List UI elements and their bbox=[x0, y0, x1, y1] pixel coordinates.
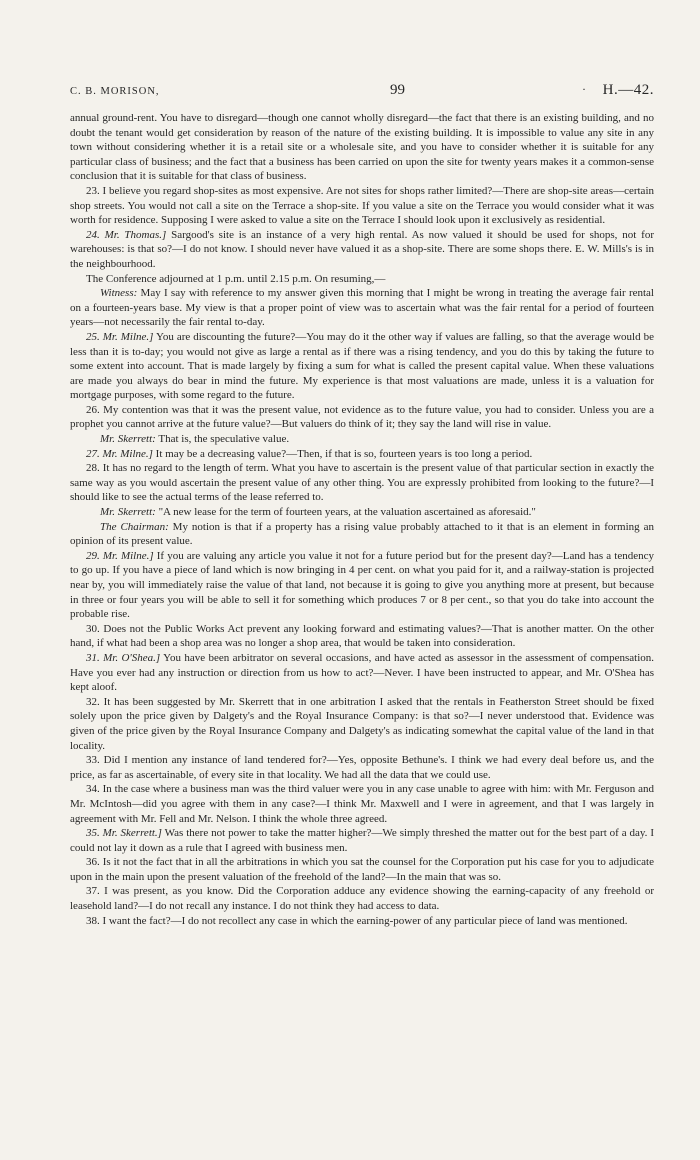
paragraph-text: You are discounting the future?—You may do it the other way if values are falling, so that the average would be less than it is to-day; you would not give as large a rental as if there was a rising tendency, and you do this by taking the future to some extent into account. That is made largely by fixing a sum for what is called the present capital value. When these valuations are made you always do bear in mind the future. My experience is that most valuations are made, unless it is a valuation for mortgage purposes, with some regard to the future. bbox=[70, 330, 654, 402]
speaker-label: Witness: bbox=[100, 287, 138, 300]
paragraph-text: It may be a decreasing value?—Then, if that is so, fourteen years is too long a period. bbox=[152, 447, 533, 460]
page-number: 99 bbox=[390, 82, 405, 98]
paragraph bbox=[70, 914, 654, 929]
paragraph-text: annual ground-rent. You have to disregard—though one cannot wholly disregard—the fact that there is an existing building, and no doubt the tenant would get consideration by reason of the nature of the existing building. It is impossible to value any site in any town without considering whether it is a retail site or a wholesale site, and you have to consider whether it is suitable for any particular class of business; and the fact that a business has been carried on upon the site for twenty years makes it a common-sense conclusion that it is suitable for that class of business. bbox=[70, 112, 654, 183]
paragraph bbox=[70, 520, 654, 549]
paragraph-text: 28. It has no regard to the length of term. What you have to ascertain is the present value of that particular section in exactly the same way as you would ascertain the present value of any other thing. You are expressly prohibited from looking to the future?—I should like to see the actual terms of the lease referred to. bbox=[70, 462, 654, 504]
paragraph-text: That is, the speculative value. bbox=[155, 433, 290, 446]
document-body bbox=[70, 111, 654, 928]
header-separator: · bbox=[582, 82, 586, 96]
paragraph-text: May I say with reference to my answer given this morning that I might be wrong in treating the average fair rental on a fourteen-years base. My view is that a proper point of view was to ascertain what was the fair rental for a period of fourteen years—not necessarily the fair rental to-day. bbox=[70, 287, 654, 329]
paragraph-text: 30. Does not the Public Works Act prevent any looking forward and estimating values?—That is another matter. On the other hand, if what had been a shop area was no longer a shop area, that would be taken into consideration. bbox=[70, 622, 654, 650]
paragraph-text: If you are valuing any article you value it not for a future period but for the present day?—Land has a tendency to go up. If you have a piece of land which is now bringing in 4 per cent. on what you paid for it, and a railway-station is projected near by, you will immediately raise the value of that land, not because it is going to give you anything more at present, but because in three or four years you will be able to sell it for something which produces 7 or 8 per cent., so that you do take into account the probable rise. bbox=[70, 549, 654, 621]
speaker-label: 24. Mr. Thomas.] bbox=[86, 228, 167, 241]
paragraph bbox=[70, 622, 654, 651]
speaker-label: 25. Mr. Milne.] bbox=[86, 330, 154, 343]
paragraph-text: Was there not power to take the matter higher?—We simply threshed the matter out for the best part of a day. I could not lay it down as a rule that I agreed with business men. bbox=[70, 827, 654, 854]
paragraph bbox=[70, 826, 654, 855]
speaker-label: 29. Mr. Milne.] bbox=[86, 549, 154, 562]
paragraph-text: You have been arbitrator on several occasions, and have acted as assessor in the assessment of compensation. Have you ever had any instruction or direction from us how to act?—Never. I have been instructed to appear, and Mr. O'Shea has kept aloof. bbox=[70, 651, 655, 694]
paragraph bbox=[70, 111, 654, 184]
paragraph-text: My notion is that if a property has a rising value probably attached to it that is an element in forming an opinion of its present value. bbox=[70, 520, 654, 548]
paragraph bbox=[70, 228, 654, 272]
paragraph-text: The Conference adjourned at 1 p.m. until 2.15 p.m. On resuming,— bbox=[86, 272, 386, 285]
paragraph bbox=[70, 403, 654, 432]
page-header bbox=[70, 82, 654, 104]
paragraph bbox=[70, 695, 654, 753]
paragraph-text: 32. It has been suggested by Mr. Skerrett that in one arbitration I asked that the rentals in Featherston Street should be fixed solely upon the price given by Dalgety's and the Royal Insurance Company: is that so?—I never understood that. Evidence was given of the price given by the Royal Insurance Company and Dalgety's as indicating somewhat the capital value of the land in that locality. bbox=[70, 695, 654, 752]
paragraph-text: 33. Did I mention any instance of land tendered for?—Yes, opposite Bethune's. I think we had every deal before us, and the price, as far as ascertainable, of every site in that locality. We had all the data that we could use. bbox=[70, 754, 654, 781]
paragraph-text: 36. Is it not the fact that in all the arbitrations in which you sat the counsel for the Corporation put his case for you to adjudicate upon in the main upon the present valuation of the freehold of the land?—In the main that was so. bbox=[70, 856, 654, 883]
speaker-label: Mr. Skerrett: bbox=[100, 433, 156, 446]
speaker-label: 27. Mr. Milne.] bbox=[86, 447, 153, 460]
document-reference: H.—42. bbox=[602, 82, 654, 98]
paragraph-text: 37. I was present, as you know. Did the Corporation adduce any evidence showing the earning-capacity of any freehold or leasehold land?—I do not recall any instance. I do not think they had access to data. bbox=[70, 885, 654, 913]
paragraph bbox=[70, 782, 654, 826]
paragraph bbox=[70, 286, 654, 330]
paragraph bbox=[70, 330, 654, 403]
speaker-label: Mr. Skerrett: bbox=[100, 506, 156, 519]
paragraph bbox=[70, 184, 654, 228]
paragraph bbox=[70, 549, 654, 622]
paragraph bbox=[70, 505, 654, 520]
paragraph bbox=[70, 884, 654, 913]
paragraph bbox=[70, 447, 654, 462]
paragraph-text: 23. I believe you regard shop-sites as most expensive. Are not sites for shops rather limited?—There are shop-site areas—certain shop streets. You would not call a site on the Terrace a shop-site. If you value a site on the Terrace you would consider what it was worth for residence. Supposing I were asked to value a site on the Terrace I should look upon it exclusively as residential. bbox=[70, 184, 654, 227]
speaker-label: 31. Mr. O'Shea.] bbox=[86, 651, 161, 664]
speaker-label: The Chairman: bbox=[100, 520, 169, 533]
paragraph-text: 38. I want the fact?—I do not recollect any case in which the earning-power of any particular piece of land was mentioned. bbox=[86, 914, 628, 927]
paragraph-text: 34. In the case where a business man was the third valuer were you in any case unable to agree with him: with Mr. Ferguson and Mr. McIntosh—did you agree with them in any case?—I think Mr. Maxwell and I were in agreement, and that I was largely in agreement with Mr. Fell and Mr. Nelson. I think the whole three agreed. bbox=[70, 783, 654, 825]
paragraph bbox=[70, 272, 654, 287]
paragraph-text: Sargood's site is an instance of a very high rental. As now valued it should be used for shops, not for warehouses: is that so?—I do not know. I should never have valued it as a shop-site. There are some shops there. E. W. Mills's is in the neighbourhood. bbox=[70, 228, 654, 270]
paragraph bbox=[70, 651, 654, 695]
paragraph bbox=[70, 855, 654, 884]
speaker-label: 35. Mr. Skerrett.] bbox=[86, 827, 162, 840]
paragraph bbox=[70, 753, 654, 782]
paragraph-text: 26. My contention was that it was the present value, not evidence as to the future value, you had to consider. Unless you are a prophet you cannot arrive at the future value?—But valuers do think of it; they say the land will rise in value. bbox=[70, 403, 654, 431]
paragraph-text: "A new lease for the term of fourteen years, at the valuation ascertained as aforesaid." bbox=[155, 506, 536, 519]
paragraph bbox=[70, 461, 654, 505]
paragraph bbox=[70, 432, 654, 447]
author-name: C. B. MORISON, bbox=[70, 86, 160, 97]
